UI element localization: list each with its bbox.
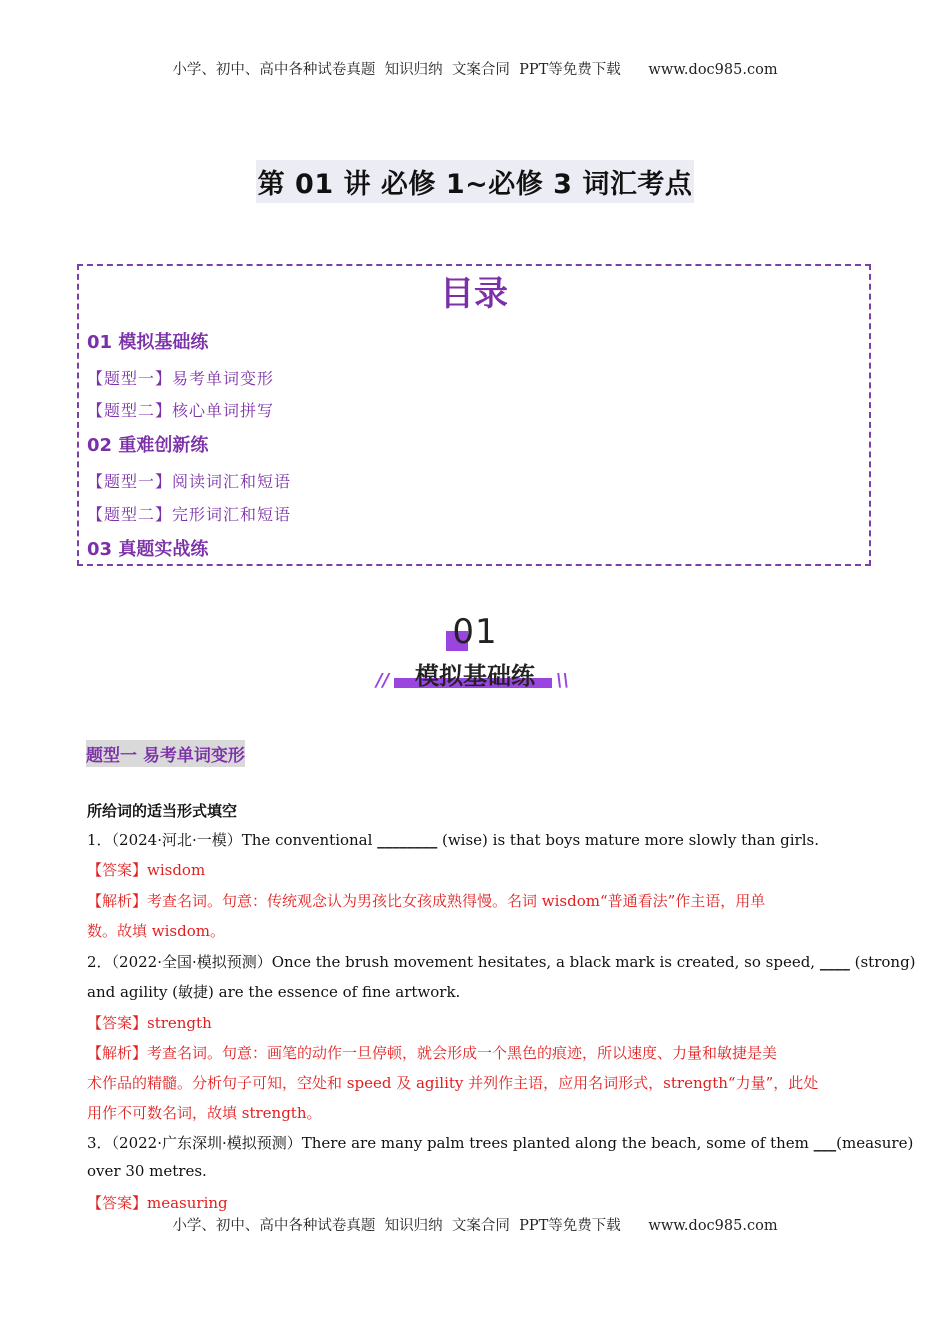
toc-section-02[interactable]: 02 重难创新练 (87, 435, 209, 456)
page-header (0, 58, 950, 79)
q2-analysis-1: 【解析】考查名词。句意：画笔的动作一旦停顿，就会形成一个黑色的痕迹，所以速度、力量和敏捷是美 (87, 1044, 778, 1062)
q2-text-tail: (strong) (849, 953, 916, 971)
q2-answer: 【答案】strength (87, 1014, 212, 1032)
q3-text: 3．（2022·广东深圳·模拟预测）There are many palm trees planted along the beach, some of them (87, 1134, 814, 1152)
q1-analysis-1: 【解析】考查名词。句意：传统观念认为男孩比女孩成熟得慢。名词 wisdom“普通看法”作主语，用单 (87, 892, 766, 910)
type-heading: 题型一 易考单词变形 (86, 740, 245, 767)
toc-item-01-2[interactable]: 【题型二】核心单词拼写 (87, 401, 275, 420)
header-text: 小学、初中、高中各种试卷真题 知识归纳 文案合同 PPT等免费下载 (172, 62, 621, 78)
q1-line-1 (87, 829, 867, 850)
q3-line-2: over 30 metres. (87, 1162, 207, 1180)
title-wrap (0, 160, 950, 203)
page-footer (0, 1214, 950, 1235)
footer-url[interactable]: www.doc985.com (648, 1218, 778, 1234)
q2-text: 2．（2022·全国·模拟预测）Once the brush movement hesitates, a black mark is created, so speed, (87, 953, 820, 971)
q2-analysis-2: 术作品的精髓。分析句子可知，空处和 speed 及 agility 并列作主语，应用名词形式，strength“力量”，此处 (87, 1074, 819, 1092)
toc-section-01[interactable]: 01 模拟基础练 (87, 332, 209, 353)
q2-blank[interactable]: ____ (819, 953, 850, 971)
q2-line-1 (87, 951, 916, 972)
q3-answer: 【答案】measuring (87, 1194, 228, 1212)
q1-analysis-2: 数。故填 wisdom。 (87, 922, 225, 940)
badge-label: 模拟基础练 (415, 662, 535, 690)
toc-title: 目录 (440, 274, 508, 314)
instruction: 所给词的适当形式填空 (87, 802, 238, 820)
toc-item-02-1[interactable]: 【题型一】阅读词汇和短语 (87, 472, 292, 491)
badge-number: 01 (452, 612, 498, 652)
q1-text-tail: (wise) is that boys mature more slowly than girls. (437, 831, 819, 849)
q2-line-2: and agility (敏捷) are the essence of fine artwork. (87, 983, 461, 1001)
q3-line-1 (87, 1132, 914, 1153)
page-title: 第 01 讲 必修 1~必修 3 词汇考点 (256, 160, 695, 203)
header-url[interactable]: www.doc985.com (648, 62, 778, 78)
slash-left-icon: // (376, 670, 390, 691)
toc-item-02-2[interactable]: 【题型二】完形词汇和短语 (87, 505, 292, 524)
slash-right-icon: \\ (556, 670, 570, 691)
footer-text: 小学、初中、高中各种试卷真题 知识归纳 文案合同 PPT等免费下载 (172, 1218, 621, 1234)
toc-item-01-1[interactable]: 【题型一】易考单词变形 (87, 369, 275, 388)
q3-blank[interactable]: ___ (813, 1134, 837, 1152)
toc-section-03[interactable]: 03 真题实战练 (87, 539, 209, 560)
q2-analysis-3: 用作不可数名词，故填 strength。 (87, 1104, 322, 1122)
q3-text-tail: (measure) (836, 1134, 914, 1152)
q1-answer: 【答案】wisdom (87, 861, 206, 879)
q1-text: 1．（2024·河北·一模）The conventional (87, 831, 378, 849)
q1-blank[interactable]: ________ (377, 831, 438, 849)
